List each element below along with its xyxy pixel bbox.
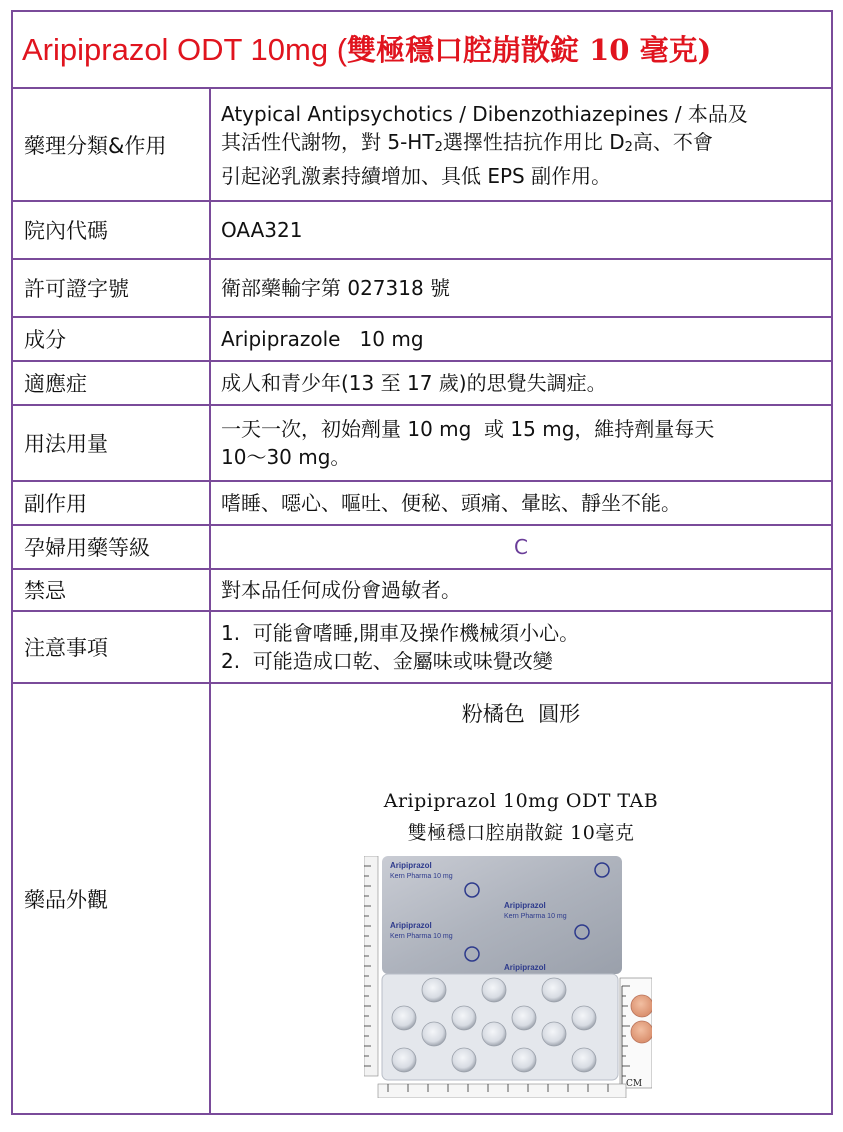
photo-caption-en: Aripiprazol 10mg ODT TAB — [383, 790, 659, 812]
svg-text:Kern Pharma 10 mg: Kern Pharma 10 mg — [504, 913, 567, 920]
row-side-effects — [13, 482, 831, 526]
row-license — [13, 260, 831, 318]
value-ingredient: Aripiprazole 10 mg — [221, 327, 424, 351]
label-license: 許可證字號 — [13, 260, 211, 316]
value-side-effects: 嗜睡、噁心、嘔吐、便秘、頭痛、暈眩、靜坐不能。 — [221, 491, 681, 515]
dosage-line-1: 一天一次，初始劑量 10 mg 或 15 mg，維持劑量每天 — [221, 417, 715, 441]
row-indication — [13, 362, 831, 406]
label-ingredient: 成分 — [13, 318, 211, 360]
value-appearance — [211, 684, 831, 1113]
pharm-line-3: 引起泌乳激素持續增加、具低 EPS 副作用。 — [221, 163, 612, 188]
svg-text:Aripiprazol: Aripiprazol — [504, 901, 546, 910]
label-appearance: 藥品外觀 — [13, 684, 211, 1113]
value-pharmacology — [211, 89, 831, 200]
value-contraindication: 對本品任何成份會過敏者。 — [221, 578, 461, 602]
pharm-line-1: Atypical Antipsychotics / Dibenzothiazepines / 本品及 — [221, 101, 748, 126]
row-caution — [13, 612, 831, 684]
svg-text:Kern Pharma 10 mg: Kern Pharma 10 mg — [390, 873, 453, 880]
row-appearance — [13, 684, 831, 1113]
row-pregnancy — [13, 526, 831, 570]
label-pregnancy: 孕婦用藥等級 — [13, 526, 211, 568]
label-side-effects: 副作用 — [13, 482, 211, 524]
title-en: Aripiprazol ODT 10mg ( — [22, 32, 348, 67]
svg-text:Aripiprazol: Aripiprazol — [390, 861, 432, 870]
caution-item-1: 1. 可能會嗜睡,開車及操作機械須小心。 — [221, 621, 580, 645]
svg-text:CM: CM — [626, 1079, 643, 1089]
value-dosage — [211, 406, 831, 480]
label-pharmacology: 藥理分類&作用 — [13, 89, 211, 200]
value-pregnancy: C — [514, 535, 528, 559]
svg-text:Aripiprazol: Aripiprazol — [504, 963, 546, 972]
row-hospital-code — [13, 202, 831, 260]
label-caution: 注意事項 — [13, 612, 211, 682]
dosage-line-2: 10～30 mg。 — [221, 445, 351, 469]
value-indication: 成人和青少年(13 至 17 歲)的思覺失調症。 — [221, 371, 607, 395]
svg-text:Aripiprazol: Aripiprazol — [390, 921, 432, 930]
blister-pack-photo — [364, 856, 652, 1098]
value-license: 衛部藥輸字第 027318 號 — [221, 276, 451, 300]
drug-info-sheet — [11, 10, 833, 1115]
title-zh: 雙極穩口腔崩散錠 10 毫克 — [347, 33, 698, 67]
row-ingredient — [13, 318, 831, 362]
label-indication: 適應症 — [13, 362, 211, 404]
value-caution — [211, 612, 831, 682]
row-pharmacology — [13, 89, 831, 202]
label-dosage: 用法用量 — [13, 406, 211, 480]
row-dosage — [13, 406, 831, 482]
tablet-shape-desc: 粉橘色 圓形 — [461, 702, 581, 726]
photo-caption-zh: 雙極穩口腔崩散錠 10毫克 — [407, 822, 635, 844]
row-contraindication — [13, 570, 831, 612]
value-hospital-code: OAA321 — [221, 218, 303, 242]
pharm-line-2: 其活性代謝物，對 5-HT2選擇性拮抗作用比 D2高、不會 — [221, 129, 713, 155]
svg-text:Kern Pharma 10 mg: Kern Pharma 10 mg — [390, 933, 453, 940]
title-close: ) — [697, 33, 712, 67]
caution-item-2: 2. 可能造成口乾、金屬味或味覺改變 — [221, 649, 553, 673]
label-hospital-code: 院內代碼 — [13, 202, 211, 258]
drug-title — [13, 12, 831, 89]
label-contraindication: 禁忌 — [13, 570, 211, 610]
